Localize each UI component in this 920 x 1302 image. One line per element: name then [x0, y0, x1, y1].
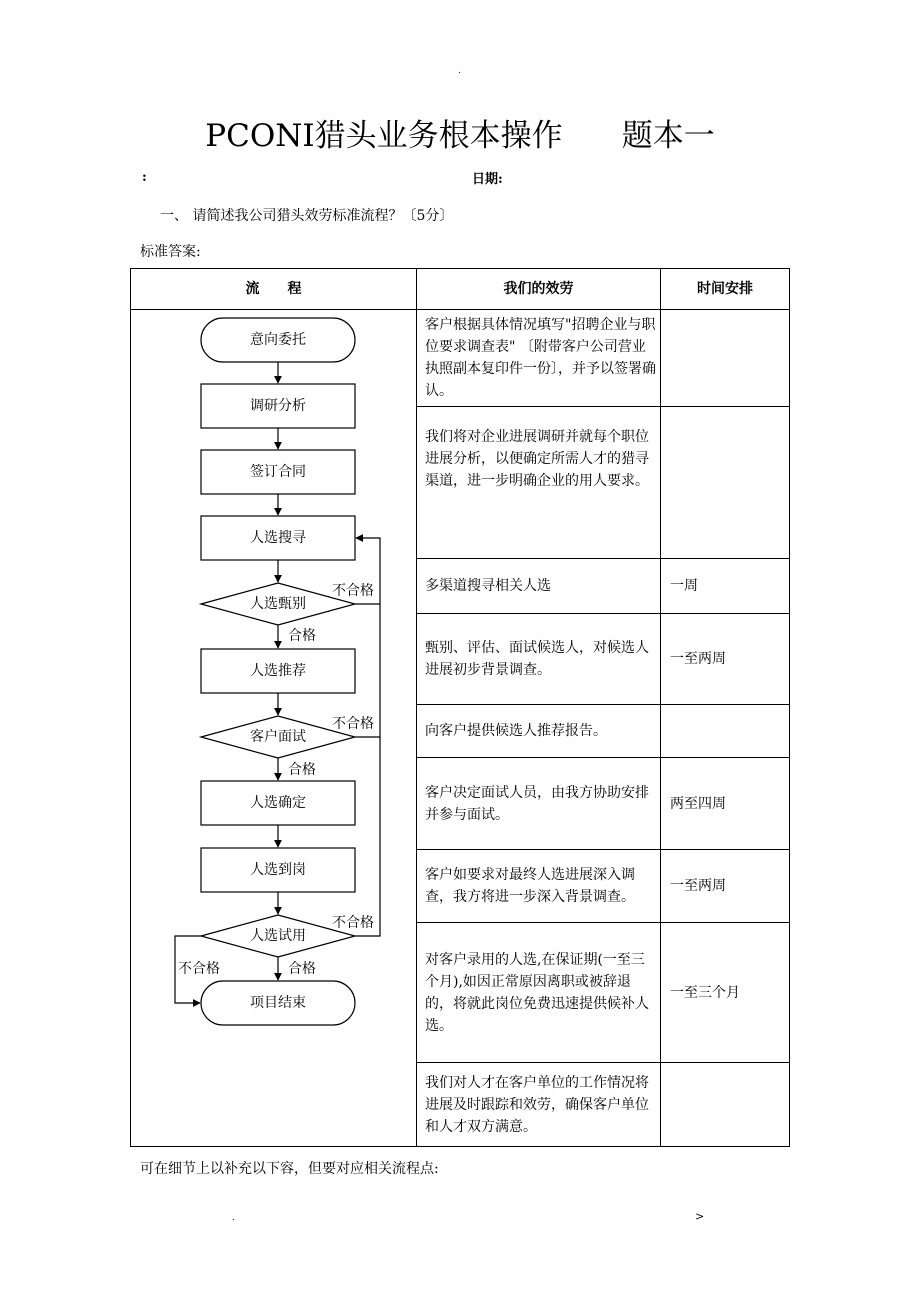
service-cell: 我们对人才在客户单位的工作情况将进展及时跟踪和效劳，确保客户单位和人才双方满意。 [425, 1074, 649, 1135]
flow-confirm-label: 人选确定 [250, 795, 306, 811]
time-cell: 一周 [670, 578, 698, 594]
flow-search-label: 人选搜寻 [250, 530, 306, 546]
flow-recommend-label: 人选推荐 [250, 663, 306, 679]
flow-onboard-label: 人选到岗 [250, 862, 306, 878]
date-label: 日期: [472, 172, 503, 187]
time-cell: 一至三个月 [670, 984, 740, 1001]
pass-label: 合格 [288, 628, 316, 644]
service-cell: 客户决定面试人员，由我方协助安排并参与面试。 [425, 784, 649, 823]
time-cell: 一至两周 [670, 651, 726, 667]
bottom-right-mark: > [695, 1210, 705, 1223]
time-cell: 一至两周 [670, 878, 726, 894]
bottom-left-mark: . [232, 1213, 235, 1223]
flow-contract-label: 签订合同 [250, 464, 306, 480]
fail-label: 不合格 [332, 583, 374, 599]
flow-start-label: 意向委托 [250, 332, 306, 348]
flow-screen-label: 人选甄别 [250, 596, 306, 612]
header-process: 流 程 [245, 281, 302, 297]
fail-label: 不合格 [332, 716, 374, 732]
page-title: PCONI猎头业务根本操作 题本一 [205, 118, 715, 154]
flow-trial-label: 人选试用 [250, 928, 306, 944]
fail-label: 不合格 [332, 915, 374, 931]
question-text: 一、 请简述我公司猎头效劳标准流程？〔5分〕 [160, 208, 454, 224]
service-cell: 我们将对企业进展调研并就每个职位进展分析，以便确定所需人才的猎寻渠道，进一步明确企业的用人要求。 [425, 429, 649, 489]
answer-label: 标准答案: [140, 244, 201, 260]
flow-interview-label: 客户面试 [250, 729, 306, 745]
flow-research-label: 调研分析 [250, 398, 306, 414]
service-cell: 客户如要求对最终人选进展深入调查，我方将进一步深入背景调查。 [425, 867, 635, 905]
header-time: 时间安排 [697, 281, 753, 297]
service-cell: 客户根据具体情况填写"招聘企业与职位要求调查表" 〔附带客户公司营业执照副本复印件一份〕，并予以签署确认。 [425, 317, 656, 399]
top-mark: . [458, 66, 461, 76]
fail-label: 不合格 [178, 961, 220, 977]
colon-left: : [142, 170, 147, 185]
service-cell: 甄别、评估、面试候选人，对候选人进展初步背景调查。 [425, 640, 649, 678]
service-cell: 向客户提供候选人推荐报告。 [425, 723, 607, 739]
service-cell: 对客户录用的人选,在保证期(一至三个月),如因正常原因离职或被辞退的，将就此岗位免费迅速提供候补人选。 [425, 951, 649, 1034]
header-service: 我们的效劳 [503, 281, 574, 297]
footer-note: 可在细节上以补充以下容，但要对应相关流程点: [140, 1161, 439, 1177]
pass-label: 合格 [288, 762, 316, 778]
time-cell: 两至四周 [670, 795, 726, 812]
flow-end-label: 项目结束 [250, 995, 306, 1011]
pass-label: 合格 [288, 961, 316, 977]
service-cell: 多渠道搜寻相关人选 [425, 578, 551, 594]
